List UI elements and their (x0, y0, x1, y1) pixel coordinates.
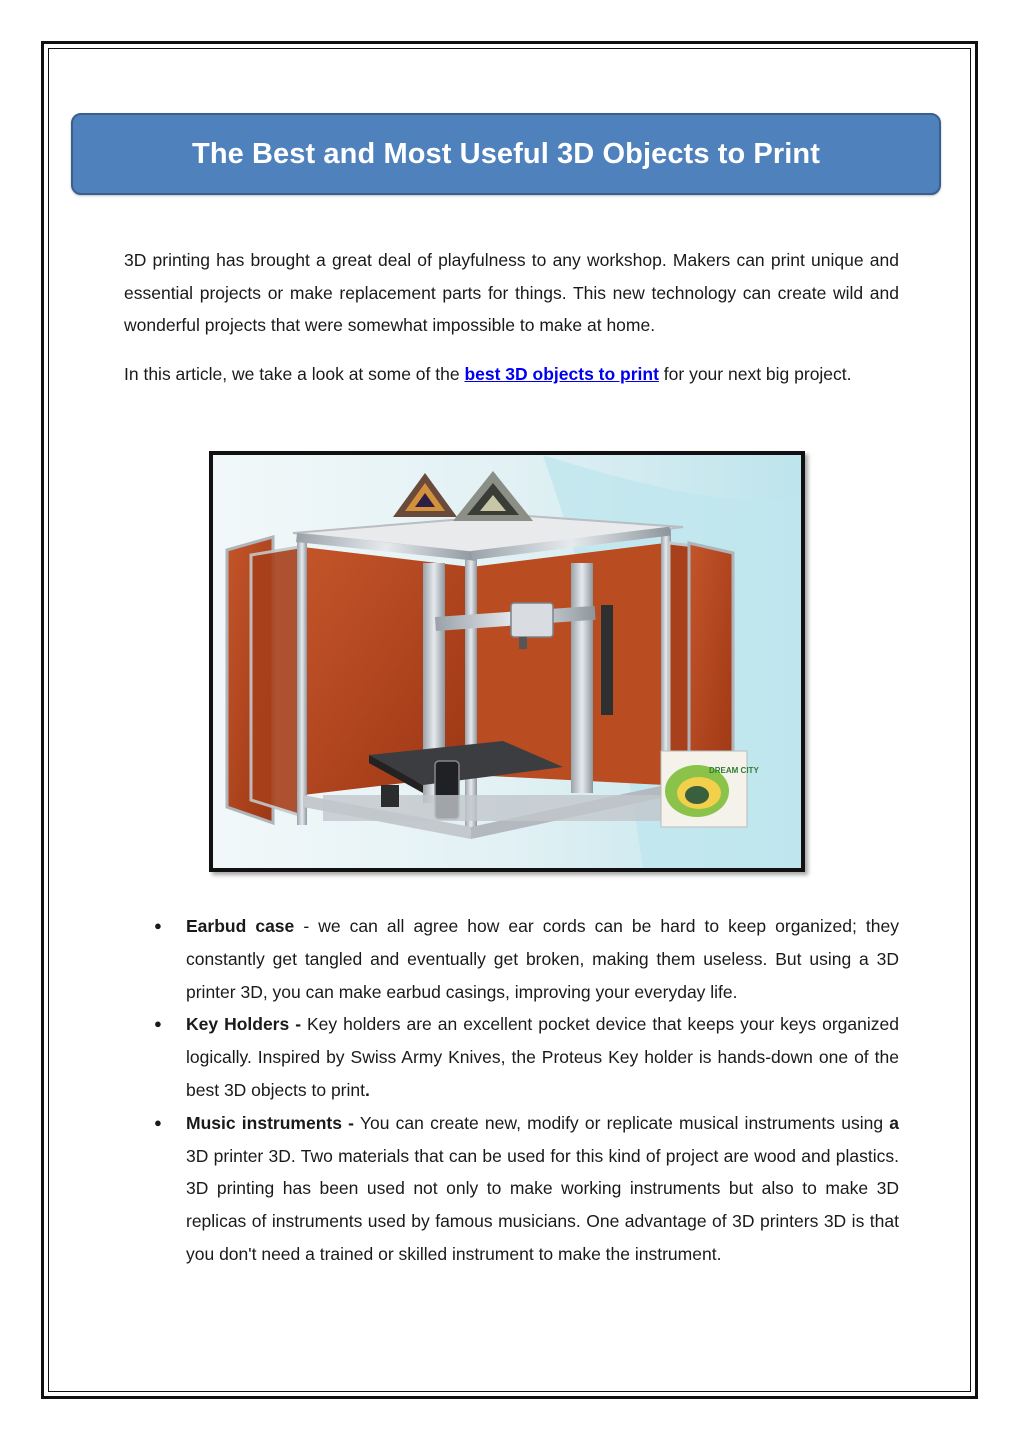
key-holders-text: Key holders are an excellent pocket device that keeps your keys organized logically. Inspired by Swiss Army Knives, the Proteus Key holder is hands-down one of the best 3D objects to print (186, 1014, 899, 1100)
key-holders-label: Key Holders - (186, 1014, 302, 1035)
earbud-case-sep: - (294, 916, 319, 936)
key-holders-end: . (364, 1079, 370, 1100)
list-item-earbud-case (124, 910, 899, 1008)
3d-printer-illustration (213, 455, 801, 868)
title-banner (71, 113, 941, 195)
article-intro-paragraph (124, 358, 899, 391)
list-item-music-instruments (124, 1107, 899, 1271)
intro-paragraph: 3D printing has brought a great deal of playfulness to any workshop. Makers can print unique and essential projects or make replacement parts for things. This new technology can create wild and wonderful projects that were somewhat impossible to make at home. (124, 250, 899, 335)
earbud-case-text: we can all agree how ear cords can be hard to keep organized; they constantly get tangled and eventually get broken, making them useless. But using a 3D printer 3D, you can make earbud casings, improving your everyday life. (186, 916, 899, 1002)
music-instruments-label: Music instruments - (186, 1112, 355, 1133)
bullet-list (124, 910, 899, 1271)
bullet-dot-icon: ● (154, 1016, 162, 1032)
p2-text-after: for your next big project. (658, 364, 852, 384)
best-3d-objects-link[interactable]: best 3D objects to print (464, 364, 659, 384)
music-instruments-bold-a: a (889, 1112, 900, 1133)
p2-text-before: In this article, we take a look at some of the (124, 364, 465, 384)
right-tower (571, 563, 593, 793)
music-instruments-text-2: 3D printer 3D. Two materials that can be used for this kind of project are wood and plastics. 3D printing has been used not only to make working instruments but also to make 3D replicas of instruments used by famous musicians. One advantage of 3D printers 3D is that you don't need a trained or skilled instrument to make the instrument. (186, 1145, 899, 1264)
earbud-case-label: Earbud case (186, 916, 295, 936)
3d-printer-image (209, 451, 805, 872)
dream-city-label: DREAM CITY (709, 766, 759, 775)
print-head (511, 603, 553, 637)
list-item-key-holders (124, 1008, 899, 1106)
bullet-dot-icon: ● (154, 1114, 162, 1130)
bullet-dot-icon: ● (154, 918, 162, 933)
page-title: The Best and Most Useful 3D Objects to Print (192, 137, 820, 170)
music-instruments-text-1: You can create new, modify or replicate musical instruments using (354, 1112, 890, 1133)
